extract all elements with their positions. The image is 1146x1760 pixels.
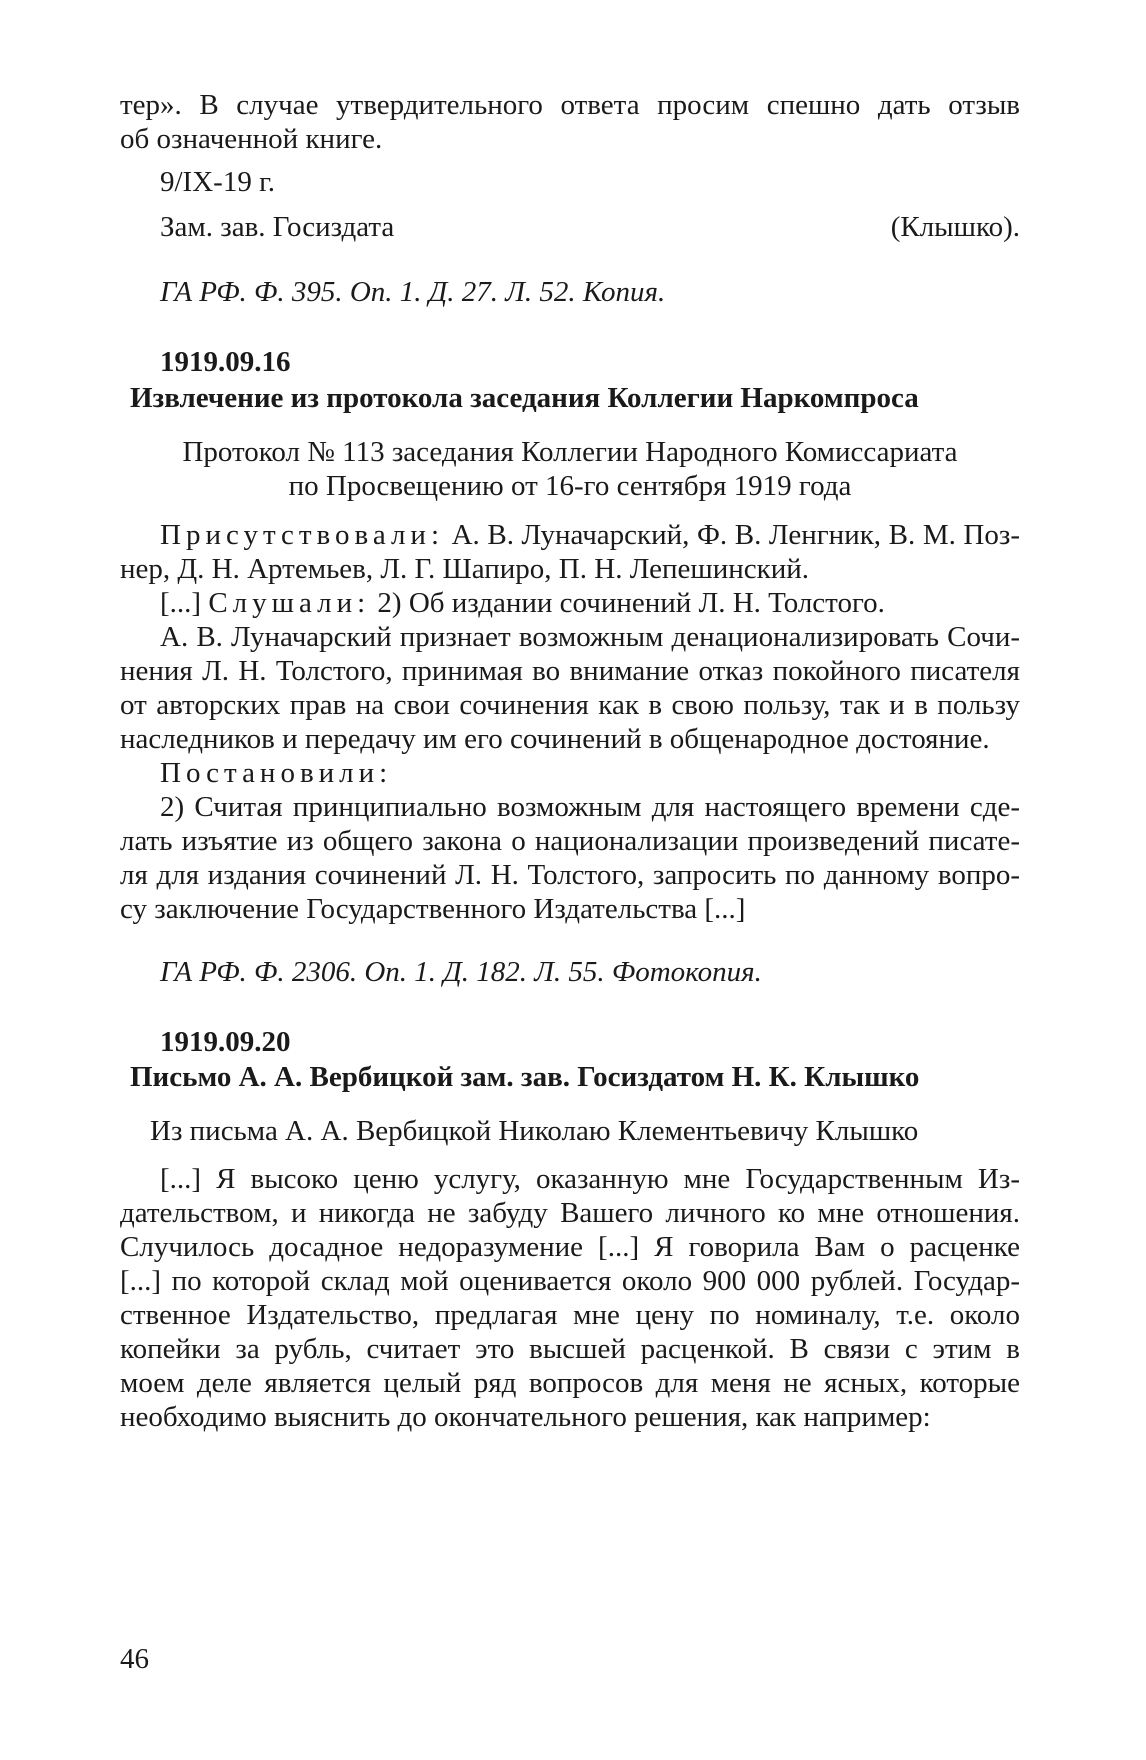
doc1-date: 1919.09.16 — [160, 346, 291, 378]
page-number: 46 — [120, 1643, 149, 1675]
signature-name: (Клышко). — [890, 211, 1020, 243]
signature-row — [160, 210, 1020, 244]
doc1-resolution-line-2: лать изъятие из общего закона о национализации произведений писате- — [120, 825, 1020, 857]
doc2-title: Письмо А. А. Вербицкой зам. зав. Госиздатом Н. К. Клышко — [130, 1061, 920, 1093]
doc2-body-line-4: [...] по которой склад мой оценивается около 900 000 рублей. Государ- — [120, 1265, 1020, 1297]
doc1-subtitle-1: Протокол № 113 заседания Коллегии Народного Комиссариата — [182, 436, 958, 468]
heard-prefix: [...] — [160, 587, 209, 619]
doc1-title: Извлечение из протокола заседания Коллегии Наркомпроса — [130, 382, 919, 414]
doc2-body-line-2: дательством, и никогда не забуду Вашего личного ко мне отношения. — [120, 1197, 1020, 1229]
resolved-label: Постановили: — [160, 757, 393, 789]
doc1-present-line-1 — [160, 518, 1020, 552]
doc2-body-line-5: ственное Издательство, предлагая мне цену по номиналу, т.е. около — [120, 1299, 1020, 1331]
doc1-resolution-line-3: ля для издания сочинений Л. Н. Толстого, запросить по данному вопро- — [120, 859, 1020, 891]
letter-date: 9/IX-19 г. — [160, 166, 275, 198]
doc1-resolution-line-1: 2) Считая принципиально возможным для настоящего времени сде- — [160, 791, 1020, 823]
doc2-body-line-6: копейки за рубль, считает это высшей расценкой. В связи с этим в — [120, 1333, 1020, 1365]
doc2-body-line-8: необходимо выяснить до окончательного решения, как например: — [120, 1401, 931, 1433]
present-label: Присутствовали: — [160, 519, 445, 551]
heard-text: 2) Об издании сочинений Л. Н. Толстого. — [370, 587, 885, 619]
doc1-heard-line — [160, 586, 1020, 620]
doc1-resolved-label — [160, 756, 1020, 790]
doc2-subtitle: Из письма А. А. Вербицкой Николаю Клементьевичу Клышко — [150, 1115, 919, 1147]
archive-source-2: ГА РФ. Ф. 2306. Оп. 1. Д. 182. Л. 55. Фотокопия. — [160, 956, 762, 988]
intro-line-2: об означенной книге. — [120, 123, 383, 155]
doc1-subtitle-2: по Просвещению от 16-го сентября 1919 года — [288, 470, 852, 502]
intro-line-1: тер». В случае утвердительного ответа просим спешно дать отзыв — [120, 89, 1020, 121]
doc2-date: 1919.09.20 — [160, 1026, 291, 1058]
doc1-speech-line-2: нения Л. Н. Толстого, принимая во внимание отказ покойного писателя — [120, 655, 1020, 687]
doc1-speech-line-3: от авторских прав на свои сочинения как в свою пользу, так и в пользу — [120, 689, 1020, 721]
doc1-resolution-line-4: су заключение Государственного Издательства [...] — [120, 893, 746, 925]
signature-role: Зам. зав. Госиздата — [160, 211, 395, 243]
heard-label: Слушали: — [208, 587, 371, 619]
present-names: А. В. Луначарский, Ф. В. Ленгник, В. М. Поз- — [444, 519, 1020, 551]
archive-source-1: ГА РФ. Ф. 395. Оп. 1. Д. 27. Л. 52. Копия. — [160, 276, 666, 308]
doc1-present-line-2: нер, Д. Н. Артемьев, Л. Г. Шапиро, П. Н. Лепешинский. — [120, 553, 810, 585]
doc2-body-line-7: моем деле является целый ряд вопросов для меня не ясных, которые — [120, 1367, 1020, 1399]
doc1-speech-line-4: наследников и передачу им его сочинений в общенародное достояние. — [120, 723, 990, 755]
doc1-speech-line-1: А. В. Луначарский признает возможным денационализировать Сочи- — [160, 621, 1020, 653]
doc2-body-line-1: [...] Я высоко ценю услугу, оказанную мне Государственным Из- — [160, 1163, 1020, 1195]
doc2-body-line-3: Случилось досадное недоразумение [...] Я говорила Вам о расценке — [120, 1231, 1020, 1263]
